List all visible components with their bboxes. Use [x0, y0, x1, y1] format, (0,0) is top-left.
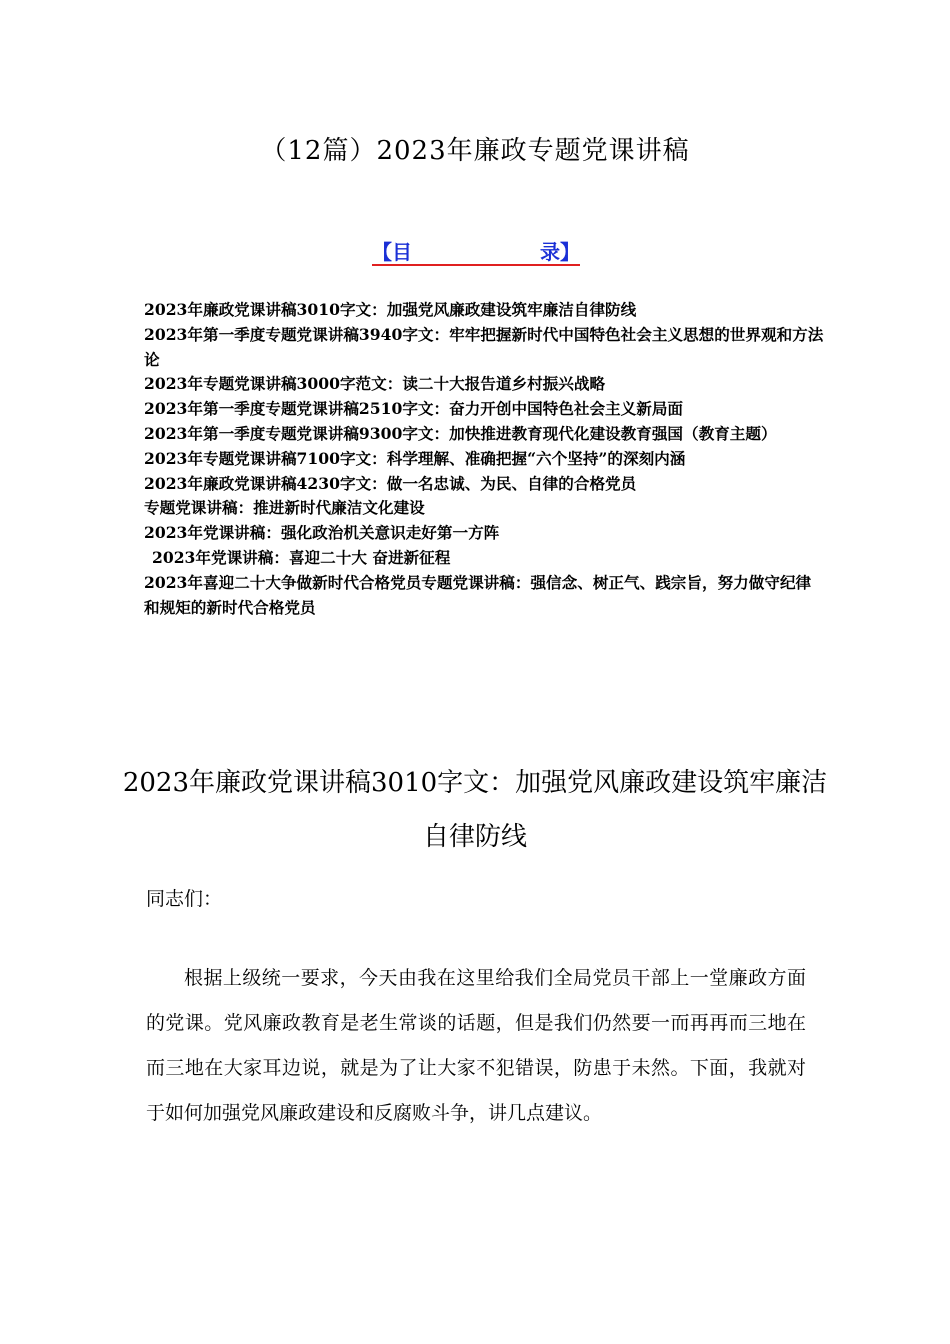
toc-item[interactable]: 2023年第一季度专题党课讲稿9300字文：加快推进教育现代化建设教育强国（教育主题）: [144, 423, 777, 443]
toc-item[interactable]: 2023年喜迎二十大争做新时代合格党员专题党课讲稿：强信念、树正气、践宗旨，努力做守纪律和规矩的新时代合格党员: [144, 572, 812, 617]
toc-heading-right: 录】: [540, 240, 580, 264]
toc-item[interactable]: 2023年第一季度专题党课讲稿3940字文：牢牢把握新时代中国特色社会主义思想的世界观和方法论: [144, 324, 824, 369]
toc-item[interactable]: 2023年廉政党课讲稿4230字文：做一名忠诚、为民、自律的合格党员: [144, 473, 637, 493]
document-title: （12篇）2023年廉政专题党课讲稿: [260, 136, 690, 166]
toc-item[interactable]: 2023年第一季度专题党课讲稿2510字文：奋力开创中国特色社会主义新局面: [144, 399, 684, 419]
section-title: 2023年廉政党课讲稿3010字文：加强党风廉政建设筑牢廉洁自律防线: [122, 768, 828, 852]
toc-heading-left: 【目: [372, 240, 412, 264]
body-paragraph: 根据上级统一要求，今天由我在这里给我们全局党员干部上一堂廉政方面的党课。党风廉政教育是老生常谈的话题，但是我们仍然要一而再再而三地在而三地在大家耳边说，就是为了让大家不犯错误，防患于未然。下面，我就对于如何加强党风廉政建设和反腐败斗争，讲几点建议。: [146, 967, 806, 1124]
greeting: 同志们：: [146, 888, 223, 910]
toc-heading: [372, 236, 580, 266]
toc-item[interactable]: 2023年专题党课讲稿7100字文：科学理解、准确把握“六个坚持”的深刻内涵: [144, 448, 686, 468]
toc-item[interactable]: 2023年党课讲稿：强化政治机关意识走好第一方阵: [144, 523, 500, 543]
toc-item[interactable]: 2023年党课讲稿：喜迎二十大 奋进新征程: [152, 547, 451, 567]
table-of-contents: [144, 298, 824, 620]
toc-item[interactable]: 2023年专题党课讲稿3000字范文：读二十大报告道乡村振兴战略: [144, 374, 606, 394]
toc-item[interactable]: 专题党课讲稿：推进新时代廉洁文化建设: [144, 498, 425, 518]
toc-item[interactable]: 2023年廉政党课讲稿3010字文：加强党风廉政建设筑牢廉洁自律防线: [144, 300, 637, 319]
